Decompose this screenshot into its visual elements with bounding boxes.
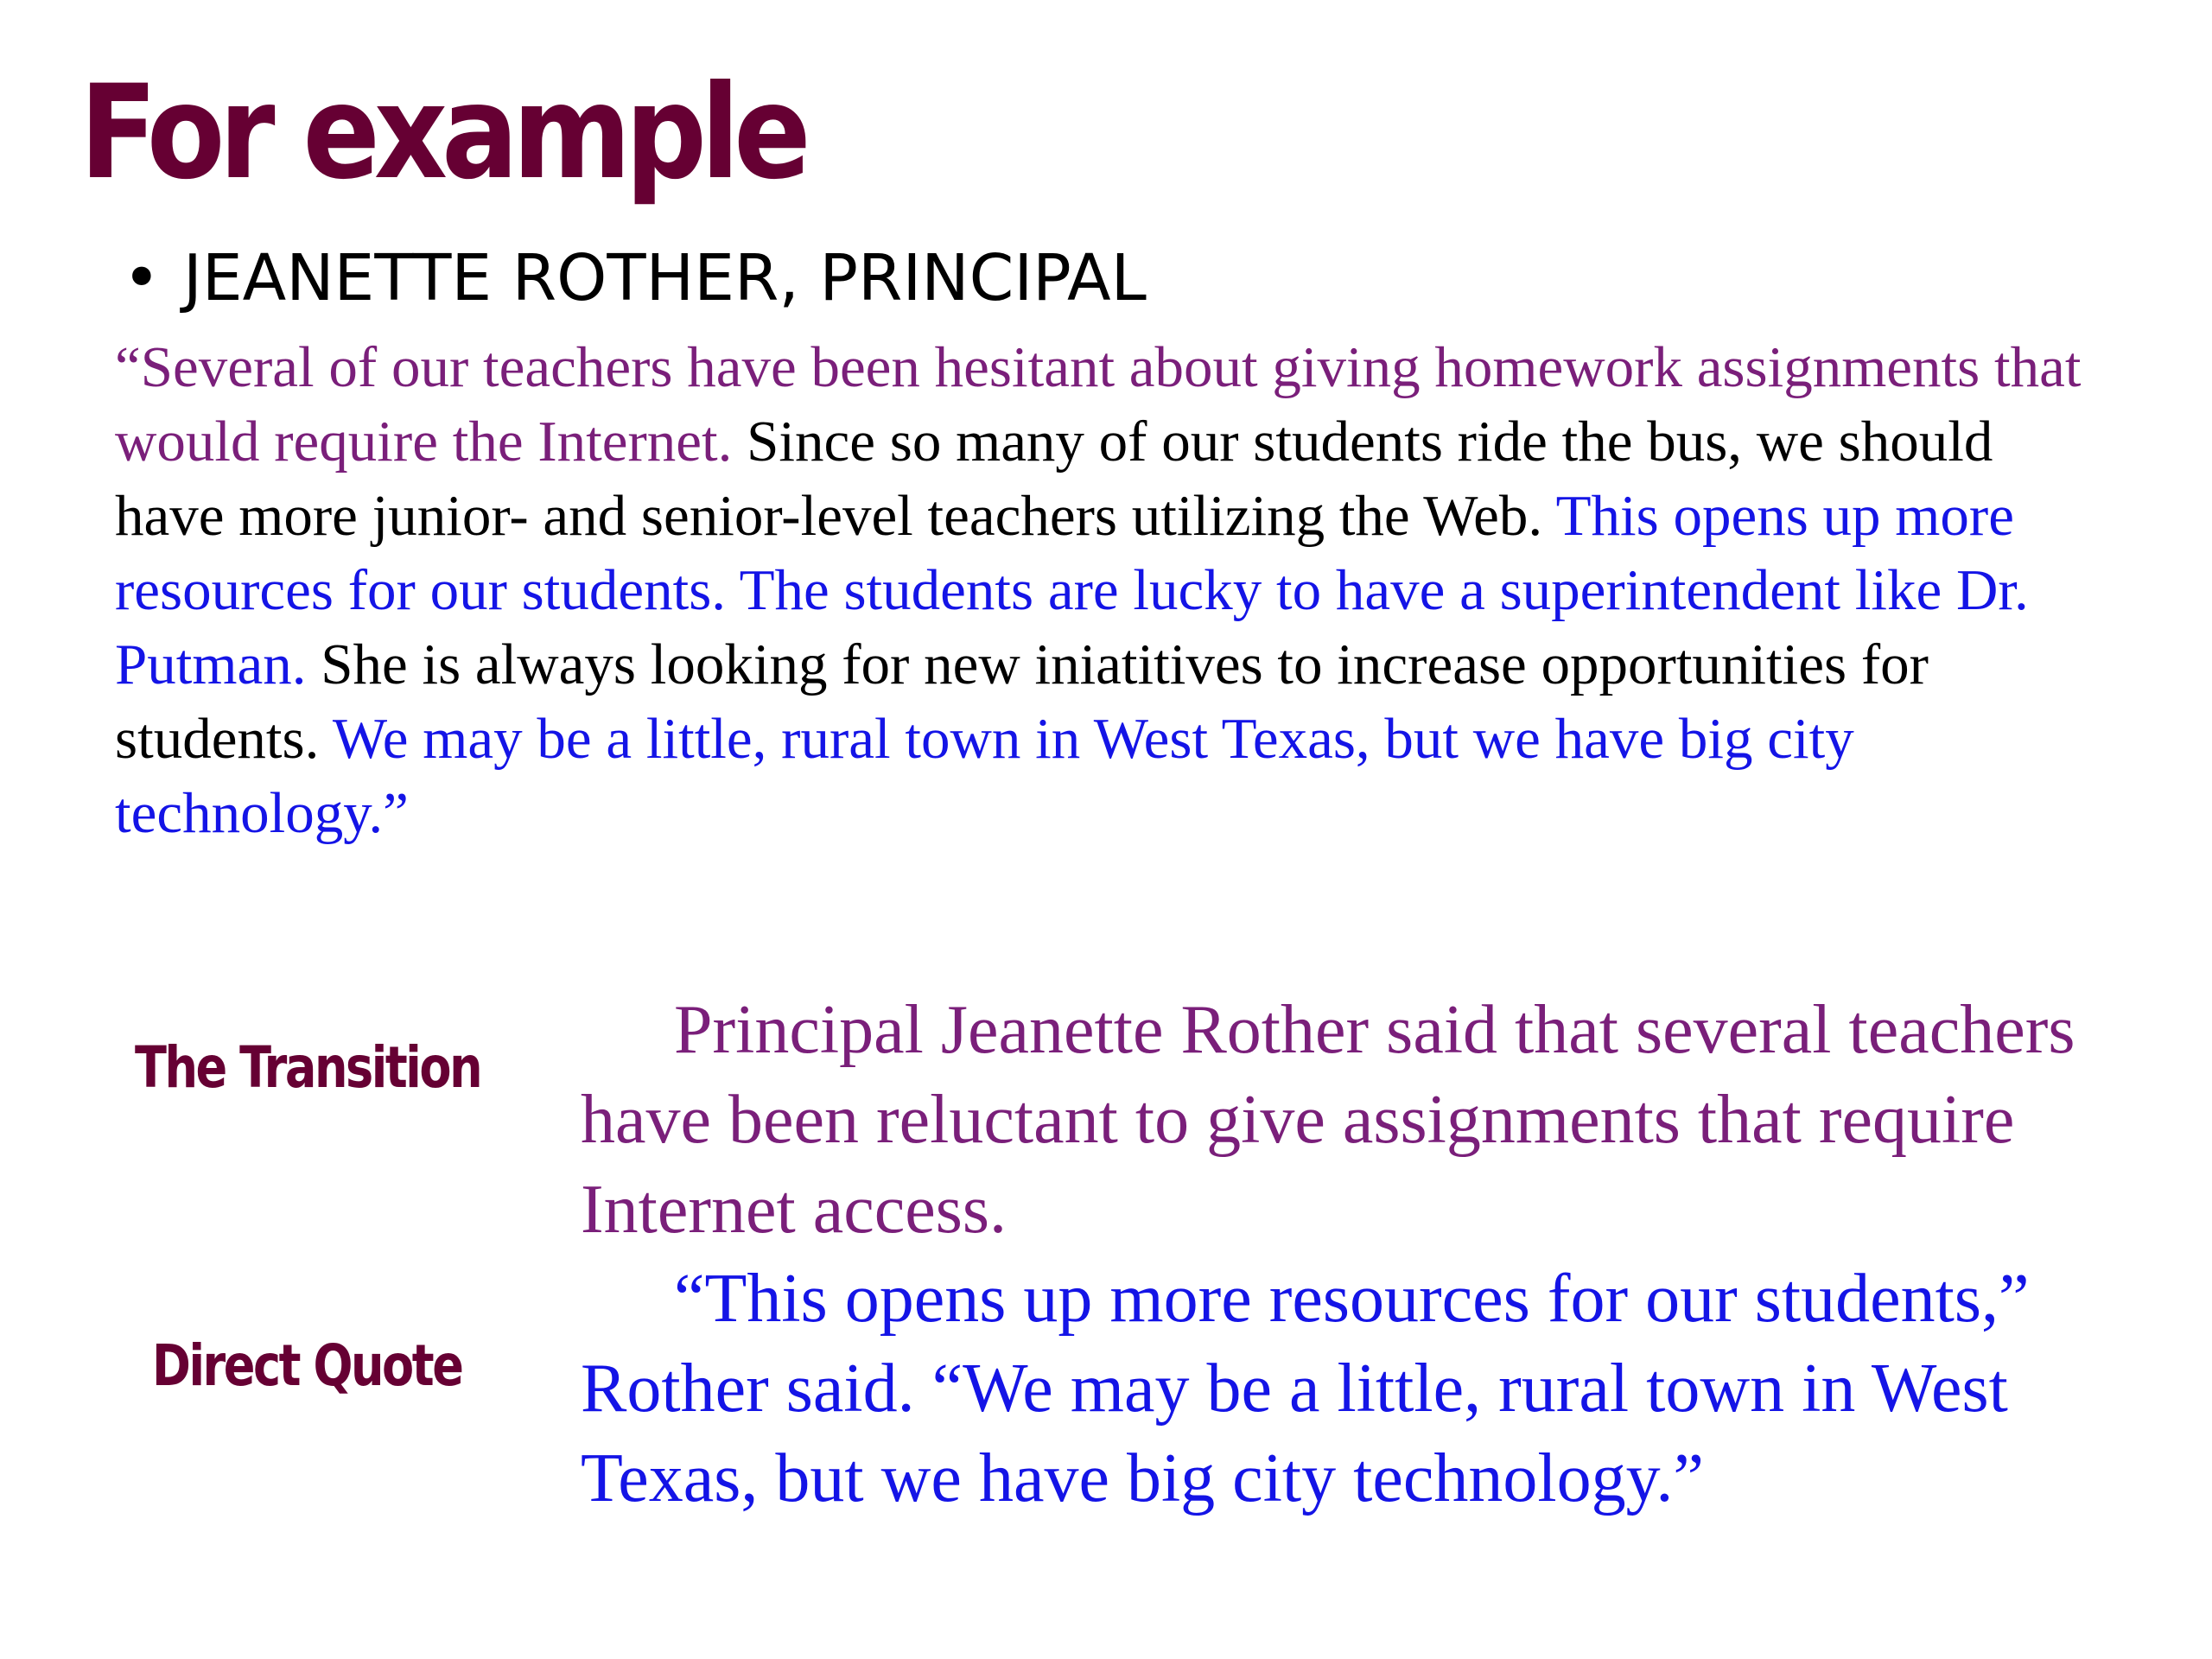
transition-text: Principal Jeanette Rother said that several teachers have been reluctant to give assignments that require Internet access. [581,992,2075,1248]
bullet-marker: • [123,241,161,315]
bullet-item [123,242,1147,315]
quote-segment-1: “Several of our teachers have been hesitant about giving homework assignments that would require the Internet. [115,335,2082,474]
transition-label: The Transition [135,1034,481,1101]
original-quote [115,330,2085,850]
quote-segment-5: We may be a little, rural town in West Texas, but we have big city technology.” [115,707,1854,845]
quote-segment-4: She is always looking for new iniatitives to increase opportunities for students. [115,632,1929,771]
slide-title: For example [79,58,805,208]
direct-quote-text: “This opens up more resources for our students,” Rother said. “We may be a little, rural town in West Texas, but we have big city technology.” [581,1261,2030,1516]
quote-segment-3: This opens up more resources for our students. The students are lucky to have a superintendent like Dr. Putman. [115,484,2029,696]
speaker-name: JEANETTE ROTHER, PRINCIPAL [183,241,1147,315]
quote-segment-2: Since so many of our students ride the bus, we should have more junior- and senior-level teachers utilizing the Web. [115,410,1993,548]
direct-quote-label: Direct Quote [152,1332,462,1399]
